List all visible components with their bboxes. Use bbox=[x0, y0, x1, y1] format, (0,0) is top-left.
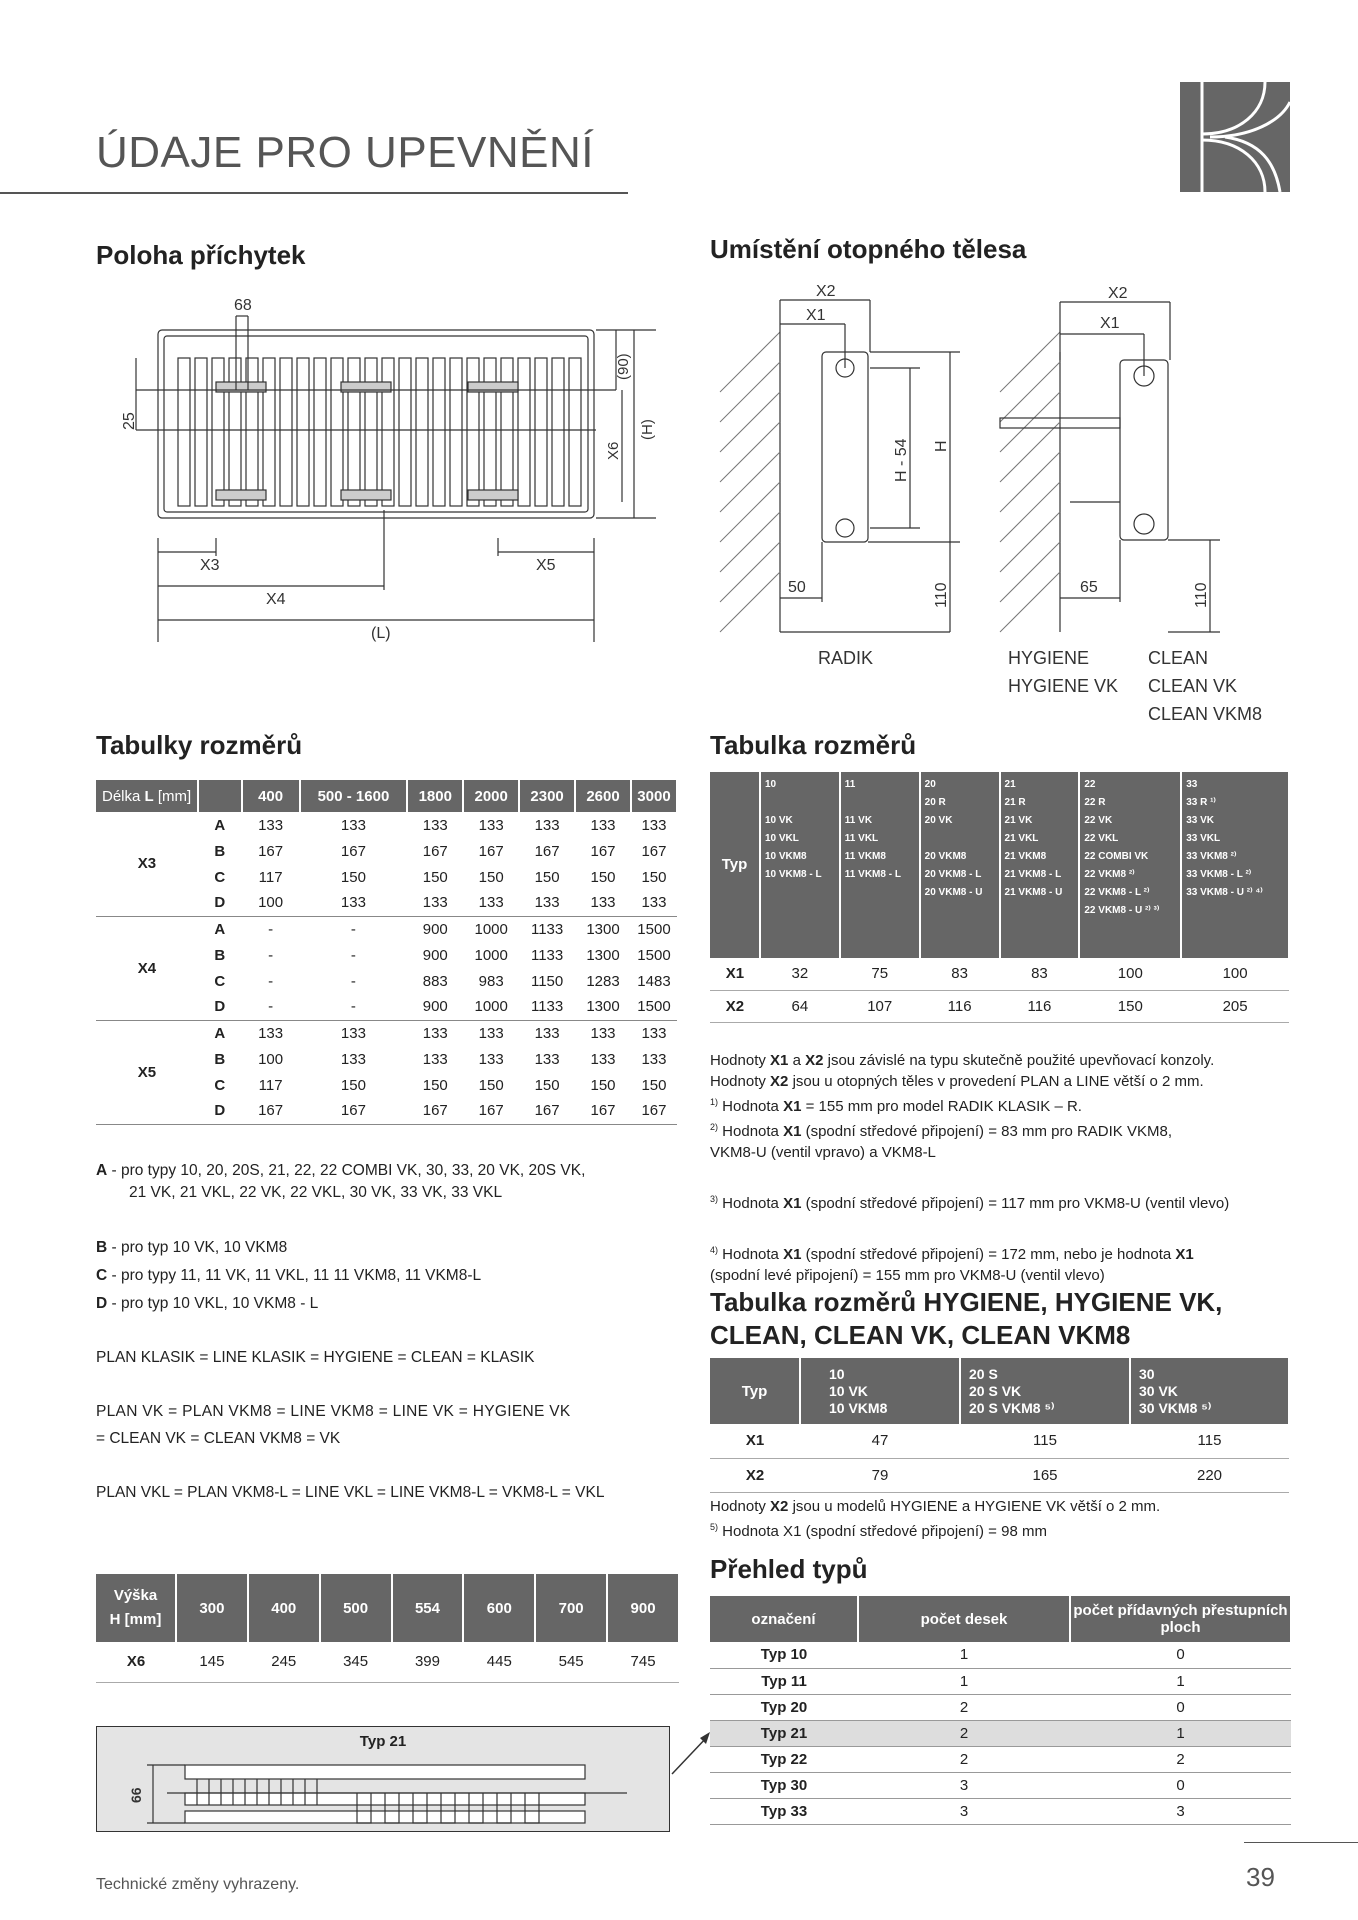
height-header-label: Výška H [mm] bbox=[96, 1574, 176, 1642]
overview-cell-name: Typ 10 bbox=[710, 1642, 858, 1668]
dim-cell: 133 bbox=[340, 1050, 366, 1068]
equation-2a: PLAN VK = PLAN VKM8 = LINE VKM8 = LINE VK = HYGIENE VK bbox=[96, 1403, 571, 1420]
typ21-drawing bbox=[97, 1727, 671, 1833]
dim-cell: 167 bbox=[641, 842, 667, 860]
type-header-line: 33 VKM8 - L ²⁾ bbox=[1186, 869, 1252, 880]
overview-cell-desek: 1 bbox=[858, 1642, 1070, 1668]
dimension-table bbox=[96, 780, 678, 1125]
dim-25-label: 25 bbox=[121, 412, 138, 430]
note-1: Hodnoty X1 a X2 jsou závislé na typu skutečně použité upevňovací konzoly. bbox=[710, 1052, 1215, 1069]
dim-cell: 1300 bbox=[575, 994, 631, 1020]
hyg-row-x1: X1 47 115 115 bbox=[710, 1424, 1289, 1458]
dim-cell: 167 bbox=[575, 1098, 631, 1124]
height-col-header: 600 bbox=[463, 1574, 535, 1642]
dim-sub-label: B bbox=[214, 842, 226, 860]
note-6: $^{4)}$ Hodnota X1 (spodní středové připojení) = 172 mm, nebo je hodnota X1 bbox=[710, 1245, 1194, 1263]
dim-cell: 167 bbox=[478, 842, 504, 860]
height-col-header: 400 bbox=[248, 1574, 320, 1642]
dim-65-label: 65 bbox=[1080, 579, 1098, 596]
overview-cell-ploch: 1 bbox=[1070, 1720, 1291, 1746]
dim-x6-label: X6 bbox=[605, 441, 622, 460]
dim-cell: 133 bbox=[519, 890, 575, 916]
dim-cell: 100 bbox=[242, 890, 300, 916]
dim-cell: 167 bbox=[300, 1098, 408, 1124]
hygiene-label: HYGIENE bbox=[1008, 648, 1090, 668]
dim-cell: 133 bbox=[590, 816, 616, 834]
type-header-line: 20 VKM8 - U bbox=[924, 887, 983, 898]
page-title: ÚDAJE PRO UPEVNĚNÍ bbox=[96, 128, 594, 177]
hygiene-vk-label: HYGIENE VK bbox=[1008, 676, 1119, 696]
type-header-line: 10 VK bbox=[764, 815, 793, 826]
overview-cell-name: Typ 30 bbox=[710, 1772, 858, 1798]
type-header-line: 21 VK bbox=[1004, 815, 1033, 826]
type-header-line: 33 VKM8 ²⁾ bbox=[1186, 851, 1237, 862]
dim-cell: 133 bbox=[641, 816, 667, 834]
type-header-line: 21 bbox=[1004, 779, 1016, 790]
type-header-line bbox=[925, 830, 995, 848]
overview-cell-desek: 2 bbox=[858, 1694, 1070, 1720]
type-header-line: 22 R bbox=[1084, 797, 1106, 808]
overview-cell-name: Typ 22 bbox=[710, 1746, 858, 1772]
note-3: $^{1)}$ Hodnota X1 = 155 mm pro model RADIK KLASIK – R. bbox=[710, 1097, 1082, 1115]
type-header-line: 33 VK bbox=[1186, 815, 1214, 826]
dim-cell: 133 bbox=[258, 816, 284, 834]
dim-cell: 167 bbox=[519, 1098, 575, 1124]
dim-cell: 150 bbox=[590, 1076, 616, 1094]
dim-cell: 1133 bbox=[530, 920, 564, 938]
type-header-line: 21 VKM8 - U bbox=[1004, 887, 1063, 898]
dim-x3-label: X3 bbox=[200, 557, 220, 574]
type-header-line: 21 VKL bbox=[1004, 833, 1039, 844]
type-header-line: 22 VKM8 - L ²⁾ bbox=[1084, 887, 1150, 898]
dim-cell: 133 bbox=[641, 1050, 667, 1068]
legend-a-cont: 21 VK, 21 VKL, 22 VK, 22 VKL, 30 VK, 33 VK, 33 VKL bbox=[129, 1184, 503, 1201]
height-row-x6 bbox=[96, 1642, 679, 1682]
height-col-header: 700 bbox=[535, 1574, 607, 1642]
dim-cell: - bbox=[300, 994, 408, 1020]
dim-90-label: (90) bbox=[615, 353, 632, 380]
dim-cell: 150 bbox=[641, 1076, 667, 1094]
type-header-line: 11 VKM8 - L bbox=[844, 869, 901, 880]
footer-note: Technické změny vyhrazeny. bbox=[96, 1876, 300, 1893]
legend-c: C - pro typy 11, 11 VK, 11 VKL, 11 11 VKM8, 11 VKM8-L bbox=[96, 1267, 482, 1284]
overview-cell-desek: 1 bbox=[858, 1668, 1070, 1694]
radiator-placement-diagram bbox=[710, 272, 1320, 722]
dim-cell: 133 bbox=[478, 816, 504, 834]
clean-vk-label: CLEAN VK bbox=[1148, 676, 1238, 696]
dim-col-header: 400 bbox=[242, 780, 300, 812]
hyg-typ-header: Typ bbox=[710, 1358, 800, 1424]
height-col-header: 900 bbox=[607, 1574, 679, 1642]
height-cell: 745 bbox=[607, 1642, 679, 1682]
notes-block bbox=[710, 1050, 1292, 1286]
dim-cell: 167 bbox=[258, 842, 284, 860]
dim-cell: 150 bbox=[641, 868, 667, 886]
note-5: $^{3)}$ Hodnota X1 (spodní středové připojení) = 117 mm pro VKM8-U (ventil vlevo) bbox=[710, 1194, 1230, 1212]
h-label: H bbox=[933, 440, 950, 452]
dim-cell: 150 bbox=[478, 1076, 504, 1094]
dim-sub-label: B bbox=[214, 946, 226, 964]
overview-cell-ploch: 2 bbox=[1070, 1746, 1291, 1772]
overview-row bbox=[710, 1668, 1291, 1694]
dim-sub-label: A bbox=[214, 1024, 226, 1042]
dim-cell: 133 bbox=[590, 1024, 616, 1042]
hygiene-dimension-table bbox=[710, 1358, 1290, 1493]
dim-sub-label: D bbox=[198, 890, 242, 916]
dim-col-header: 3000 bbox=[631, 780, 677, 812]
dim-cell: 133 bbox=[641, 1024, 667, 1042]
type-header-line: 20 VK bbox=[924, 815, 953, 826]
overview-header-oznaceni: označení bbox=[710, 1596, 858, 1642]
type-header-line: 22 bbox=[1084, 779, 1096, 790]
equation-1: PLAN KLASIK = LINE KLASIK = HYGIENE = CLEAN = KLASIK bbox=[96, 1349, 535, 1366]
type-header-line: 33 R ¹⁾ bbox=[1186, 797, 1216, 808]
dim-cell: 1500 bbox=[637, 920, 671, 938]
dim-cell: 133 bbox=[422, 1050, 448, 1068]
type-header-line bbox=[765, 794, 835, 812]
dim-cell: - bbox=[350, 946, 356, 964]
dim-sub-label: D bbox=[198, 1098, 242, 1124]
dim-cell: 1133 bbox=[530, 946, 564, 964]
equation-3: PLAN VKL = PLAN VKM8-L = LINE VKL = LINE VKM8-L = VKM8-L = VKL bbox=[96, 1484, 605, 1501]
overview-table-body bbox=[710, 1642, 1291, 1824]
dim-table-header-length: Délka L [mm] bbox=[96, 780, 198, 812]
type-header-line: 22 VK bbox=[1084, 815, 1113, 826]
overview-header-ploch: počet přídavných přestupních ploch bbox=[1070, 1596, 1291, 1642]
dim-table-row bbox=[96, 812, 677, 838]
dim-cell: 133 bbox=[534, 1024, 560, 1042]
dim-50-label: 50 bbox=[788, 579, 806, 596]
typ21-pointer-arrow bbox=[670, 1730, 712, 1776]
dim-cell: - bbox=[268, 972, 274, 990]
dim-cell: - bbox=[268, 946, 274, 964]
dim-col-header: 2000 bbox=[463, 780, 519, 812]
dim-cell: 167 bbox=[340, 842, 366, 860]
clean-label: CLEAN bbox=[1148, 648, 1209, 668]
section-poloha-heading: Poloha příchytek bbox=[96, 240, 306, 270]
type-header-line: 21 VKM8 - L bbox=[1004, 869, 1062, 880]
right-x2b-label: X2 bbox=[1108, 285, 1128, 302]
note-4: $^{2)}$ Hodnota X1 (spodní středové připojení) = 83 mm pro RADIK VKM8, bbox=[710, 1122, 1172, 1140]
height-cell: 345 bbox=[320, 1642, 392, 1682]
height-col-header: 300 bbox=[176, 1574, 248, 1642]
dim-l-label: (L) bbox=[371, 625, 391, 642]
h-54-label: H - 54 bbox=[893, 438, 910, 482]
dim-cell: 150 bbox=[478, 868, 504, 886]
dim-cell: 150 bbox=[422, 1076, 448, 1094]
dim-cell: 133 bbox=[463, 890, 519, 916]
dim-cell: 167 bbox=[631, 1098, 677, 1124]
type-row-x2: X2 64 107 116 116 150 205 bbox=[710, 990, 1289, 1022]
overview-cell-desek: 3 bbox=[858, 1772, 1070, 1798]
typ21-dim-66: 66 bbox=[128, 1787, 144, 1803]
equation-2b: = CLEAN VK = CLEAN VKM8 = VK bbox=[96, 1430, 341, 1447]
height-cell: 145 bbox=[176, 1642, 248, 1682]
type-header-line: 33 VKM8 - U ²⁾ ⁴⁾ bbox=[1186, 887, 1263, 898]
hyg-col-header-10: 10 10 VK 10 VKM8 bbox=[800, 1358, 960, 1424]
type-header-line: 20 R bbox=[924, 797, 946, 808]
dim-group-label: X4 bbox=[96, 916, 198, 1020]
dim-cell: 1000 bbox=[474, 920, 508, 938]
dim-cell: 150 bbox=[340, 1076, 366, 1094]
overview-row bbox=[710, 1642, 1291, 1668]
type-col-header-22 bbox=[1079, 772, 1181, 958]
type-dimension-table bbox=[710, 772, 1290, 1023]
overview-cell-ploch: 0 bbox=[1070, 1642, 1291, 1668]
dim-cell: - bbox=[268, 920, 274, 938]
type-header-line: 22 COMBI VK bbox=[1084, 851, 1149, 862]
type-header-line bbox=[845, 794, 915, 812]
type-header-line: 33 bbox=[1186, 779, 1198, 790]
hyg-col-header-30: 30 30 VK 30 VKM8 ⁵⁾ bbox=[1130, 1358, 1289, 1424]
overview-row bbox=[710, 1798, 1291, 1824]
dim-cell: 133 bbox=[575, 890, 631, 916]
legend-d: D - pro typ 10 VKL, 10 VKM8 - L bbox=[96, 1295, 319, 1312]
dim-cell: 133 bbox=[422, 816, 448, 834]
overview-cell-desek: 3 bbox=[858, 1798, 1070, 1824]
page-number: 39 bbox=[1246, 1862, 1275, 1892]
overview-row bbox=[710, 1720, 1291, 1746]
hygiene-notes bbox=[710, 1496, 1292, 1542]
overview-cell-desek: 2 bbox=[858, 1746, 1070, 1772]
dim-sub-label: C bbox=[214, 972, 226, 990]
type-header-line: 11 VKL bbox=[844, 833, 879, 844]
dim-cell: 133 bbox=[258, 1024, 284, 1042]
type-header-line: 20 VKM8 - L bbox=[924, 869, 982, 880]
dim-group-label: X5 bbox=[96, 1020, 198, 1124]
dim-cell: 133 bbox=[340, 816, 366, 834]
dim-col-header: 1800 bbox=[407, 780, 463, 812]
dim-group-label: X3 bbox=[96, 812, 198, 916]
legend-block bbox=[96, 1160, 680, 1504]
type-header-line: 22 VKL bbox=[1084, 833, 1119, 844]
dim-68-label: 68 bbox=[234, 297, 252, 314]
dim-cell: 133 bbox=[300, 890, 408, 916]
dim-cell: 133 bbox=[422, 1024, 448, 1042]
dim-cell: 100 bbox=[258, 1050, 284, 1068]
type-header-line: 20 bbox=[924, 779, 936, 790]
dim-cell: 133 bbox=[478, 1050, 504, 1068]
dim-table-row bbox=[96, 1020, 677, 1046]
dim-col-header: 2300 bbox=[519, 780, 575, 812]
legend-a: A - pro typy 10, 20, 20S, 21, 22, 22 COMBI VK, 30, 33, 20 VK, 20S VK, bbox=[96, 1162, 586, 1179]
dim-cell: 117 bbox=[258, 1076, 283, 1094]
section-tabulka-heading: Tabulka rozměrů bbox=[710, 730, 917, 760]
page-number-rule bbox=[1244, 1842, 1358, 1843]
type-col-header-21 bbox=[1000, 772, 1080, 958]
height-table bbox=[96, 1574, 680, 1683]
clip-position-diagram bbox=[96, 280, 696, 660]
right-x1b-label: X1 bbox=[1100, 315, 1120, 332]
dim-cell: 150 bbox=[534, 868, 560, 886]
dim-cell: 900 bbox=[422, 946, 448, 964]
height-cell: 445 bbox=[463, 1642, 535, 1682]
type-header-line: 11 VKM8 bbox=[844, 851, 886, 862]
dim-cell: 900 bbox=[407, 994, 463, 1020]
overview-cell-ploch: 0 bbox=[1070, 1694, 1291, 1720]
dim-cell: 1150 bbox=[530, 972, 564, 990]
type-col-header-33 bbox=[1181, 772, 1289, 958]
dim-col-header: 500 - 1600 bbox=[300, 780, 408, 812]
type-col-header-10 bbox=[760, 772, 840, 958]
dim-cell: 900 bbox=[422, 920, 448, 938]
type-header-line: 10 VKM8 bbox=[764, 851, 807, 862]
overview-row bbox=[710, 1694, 1291, 1720]
dim-cell: 150 bbox=[534, 1076, 560, 1094]
dim-sub-label: C bbox=[214, 1076, 226, 1094]
dim-cell: 1300 bbox=[586, 946, 620, 964]
dim-cell: 167 bbox=[463, 1098, 519, 1124]
title-rule bbox=[0, 192, 628, 194]
dim-sub-label: C bbox=[214, 868, 226, 886]
dim-cell: 1000 bbox=[463, 994, 519, 1020]
dim-cell: 167 bbox=[407, 1098, 463, 1124]
type-header-line: 11 VK bbox=[844, 815, 873, 826]
type-col-header-20 bbox=[920, 772, 1000, 958]
dim-x5-label: X5 bbox=[536, 557, 556, 574]
height-row-label: X6 bbox=[96, 1642, 176, 1682]
type-header-line: 33 VKL bbox=[1186, 833, 1221, 844]
dim-cell: 1500 bbox=[631, 994, 677, 1020]
type-table-typ-header: Typ bbox=[710, 772, 760, 958]
dim-cell: - bbox=[350, 920, 356, 938]
overview-cell-ploch: 0 bbox=[1070, 1772, 1291, 1798]
dim-sub-label: D bbox=[198, 994, 242, 1020]
right-x2-label: X2 bbox=[816, 283, 836, 300]
dim-table-row bbox=[96, 916, 677, 942]
dim-cell: 133 bbox=[478, 1024, 504, 1042]
dim-sub-label: B bbox=[214, 1050, 226, 1068]
typ21-illustration bbox=[96, 1726, 670, 1832]
dim-cell: 167 bbox=[242, 1098, 300, 1124]
section-hygiene-heading: Tabulka rozměrů HYGIENE, HYGIENE VK, CLEAN, CLEAN VK, CLEAN VKM8 bbox=[710, 1287, 1223, 1350]
type-header-line: 22 VKM8 ²⁾ bbox=[1084, 869, 1135, 880]
clean-vkm8-label: CLEAN VKM8 bbox=[1148, 704, 1263, 722]
type-header-line: 10 bbox=[764, 779, 777, 790]
section-tabulky-heading: Tabulky rozměrů bbox=[96, 730, 303, 760]
type-header-line: 21 VKM8 bbox=[1004, 851, 1047, 862]
type-row-x1: X1 32 75 83 83 100 100 bbox=[710, 958, 1289, 990]
dimension-table-body bbox=[96, 812, 677, 1124]
dim-cell: 883 bbox=[422, 972, 448, 990]
height-col-header: 500 bbox=[320, 1574, 392, 1642]
dim-110b-label: 110 bbox=[1193, 582, 1210, 608]
section-umisteni-heading: Umístění otopného tělesa bbox=[710, 234, 1027, 264]
overview-row bbox=[710, 1772, 1291, 1798]
dim-cell: 117 bbox=[258, 868, 283, 886]
dim-cell: - bbox=[242, 994, 300, 1020]
height-cell: 545 bbox=[535, 1642, 607, 1682]
dim-cell: 167 bbox=[534, 842, 560, 860]
type-header-line: 21 R bbox=[1004, 797, 1026, 808]
type-overview-table bbox=[710, 1596, 1292, 1825]
height-cell: 245 bbox=[248, 1642, 320, 1682]
overview-cell-name: Typ 11 bbox=[710, 1668, 858, 1694]
dim-cell: 133 bbox=[407, 890, 463, 916]
dim-cell: 167 bbox=[422, 842, 448, 860]
right-x1-label: X1 bbox=[806, 307, 826, 324]
dim-cell: 1133 bbox=[519, 994, 575, 1020]
note-2: Hodnoty X2 jsou u otopných těles v provedení PLAN a LINE větší o 2 mm. bbox=[710, 1073, 1204, 1090]
type-header-line: 11 bbox=[844, 779, 856, 790]
hyg-col-header-20s: 20 S 20 S VK 20 S VKM8 ⁵⁾ bbox=[960, 1358, 1130, 1424]
dim-cell: 133 bbox=[631, 890, 677, 916]
dim-cell: 150 bbox=[340, 868, 366, 886]
overview-cell-name: Typ 21 bbox=[710, 1720, 858, 1746]
type-header-line: 20 VKM8 bbox=[924, 851, 967, 862]
dim-cell: 1000 bbox=[474, 946, 508, 964]
note-4-cont: VKM8-U (ventil vpravo) a VKM8-L bbox=[710, 1144, 936, 1161]
dim-110a-label: 110 bbox=[933, 582, 950, 608]
overview-cell-name: Typ 33 bbox=[710, 1798, 858, 1824]
dim-h-label: (H) bbox=[639, 419, 656, 440]
type-header-line: 10 VKM8 - L bbox=[764, 869, 822, 880]
overview-cell-ploch: 3 bbox=[1070, 1798, 1291, 1824]
overview-cell-ploch: 1 bbox=[1070, 1668, 1291, 1694]
dim-cell: 1283 bbox=[586, 972, 620, 990]
type-header-line: 10 VKL bbox=[764, 833, 799, 844]
legend-b: B - pro typ 10 VK, 10 VKM8 bbox=[96, 1239, 288, 1256]
dim-cell: 133 bbox=[534, 816, 560, 834]
dim-col-header: 2600 bbox=[575, 780, 631, 812]
hyg-note-1: Hodnoty X2 jsou u modelů HYGIENE a HYGIENE VK větší o 2 mm. bbox=[710, 1498, 1161, 1515]
overview-cell-name: Typ 20 bbox=[710, 1694, 858, 1720]
type-col-header-11 bbox=[840, 772, 920, 958]
radik-label: RADIK bbox=[818, 648, 874, 668]
height-col-header: 554 bbox=[392, 1574, 464, 1642]
overview-row bbox=[710, 1746, 1291, 1772]
overview-header-desek: počet desek bbox=[858, 1596, 1070, 1642]
brand-logo bbox=[1180, 82, 1290, 192]
dim-sub-label: A bbox=[214, 816, 226, 834]
dim-x4-label: X4 bbox=[266, 591, 286, 608]
dim-cell: - bbox=[350, 972, 356, 990]
dim-cell: 1300 bbox=[586, 920, 620, 938]
dim-sub-label: A bbox=[214, 920, 226, 938]
height-cell: 399 bbox=[392, 1642, 464, 1682]
dim-cell: 150 bbox=[590, 868, 616, 886]
hyg-row-x2: X2 79 165 220 bbox=[710, 1458, 1289, 1492]
hyg-note-2: $^{5)}$ Hodnota X1 (spodní středové připojení) = 98 mm bbox=[710, 1522, 1047, 1540]
note-6-cont: (spodní levé připojení) = 155 mm pro VKM8-U (ventil vlevo) bbox=[710, 1267, 1105, 1284]
type-header-line: 22 VKM8 - U ²⁾ ³⁾ bbox=[1084, 905, 1160, 916]
dim-cell: 983 bbox=[478, 972, 504, 990]
dim-cell: 150 bbox=[422, 868, 448, 886]
dim-cell: 133 bbox=[590, 1050, 616, 1068]
section-prehled-heading: Přehled typů bbox=[710, 1554, 868, 1584]
dim-cell: 133 bbox=[534, 1050, 560, 1068]
dim-cell: 1500 bbox=[637, 946, 671, 964]
dim-cell: 133 bbox=[340, 1024, 366, 1042]
dim-cell: 1483 bbox=[637, 972, 671, 990]
typ21-label: Typ 21 bbox=[359, 1733, 407, 1750]
overview-cell-desek: 2 bbox=[858, 1720, 1070, 1746]
dim-cell: 167 bbox=[590, 842, 616, 860]
